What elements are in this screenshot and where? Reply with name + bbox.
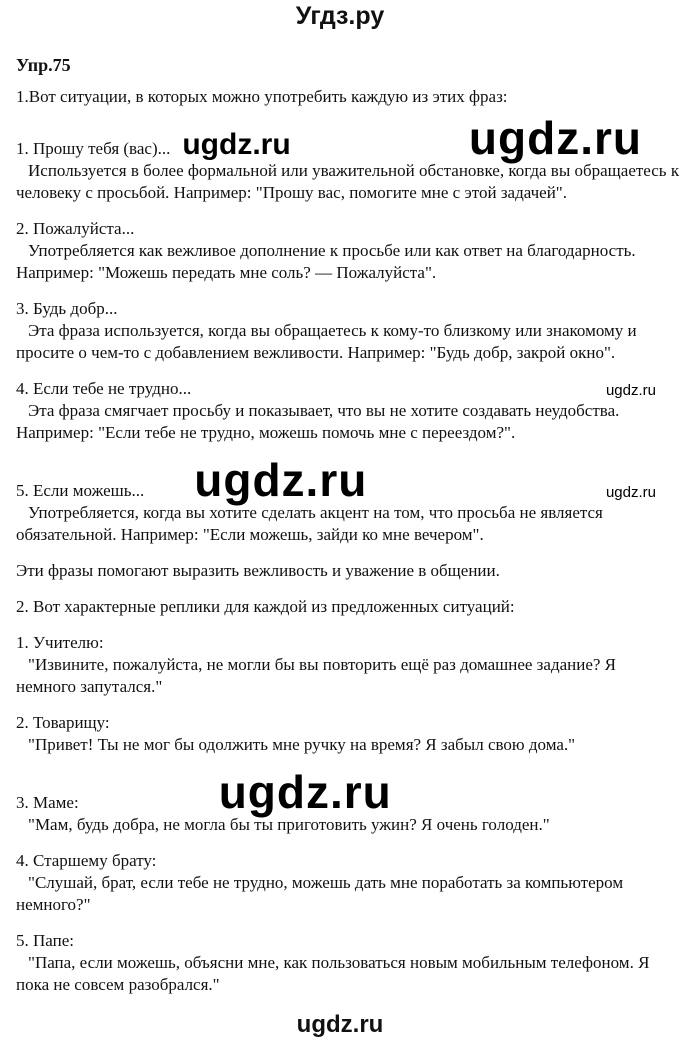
watermark: ugdz.ru: [182, 128, 291, 161]
phrase-text: Употребляется как вежливое дополнение к просьбе или как ответ на благодарность.: [28, 241, 636, 260]
phrase-item: [16, 454, 666, 546]
watermark: ugdz.ru: [468, 112, 642, 164]
situation-text: пока не совсем разобрался.": [16, 975, 220, 994]
phrase-item: [16, 218, 666, 284]
situation-item: [16, 766, 666, 836]
watermark: ugdz.ru: [194, 454, 368, 506]
situation-item: [16, 712, 666, 756]
phrase-heading-row: [16, 112, 666, 164]
phrase-text: обязательной. Например: "Если можешь, зайди ко мне вечером".: [16, 525, 484, 544]
site-title: Угдз.ру: [295, 2, 385, 30]
watermark: ugdz.ru: [605, 382, 656, 399]
phrase-heading: 1. Прошу тебя (вас)...: [16, 139, 171, 158]
situation-text: "Извините, пожалуйста, не могли бы вы повторить ещё раз домашнее задание? Я: [28, 655, 617, 674]
part1-conclusion: Эти фразы помогают выразить вежливость и уважение в общении.: [16, 561, 500, 580]
phrase-heading: 5. Если можешь...: [16, 481, 145, 500]
phrase-item: [16, 298, 666, 364]
phrase-text: Употребляется, когда вы хотите сделать акцент на том, что просьба не является: [28, 503, 603, 522]
phrase-text: человеку с просьбой. Например: "Прошу вас, помогите мне с этой задачей".: [16, 183, 567, 202]
situation-text: "Слушай, брат, если тебе не трудно, можешь дать мне поработать за компьютером: [28, 873, 624, 892]
phrase-text: Эта фраза используется, когда вы обращаетесь к кому-то близкому или знакомому и: [28, 321, 637, 340]
phrase-text: просите о чем-то с добавлением вежливости. Например: "Будь добр, закрой окно".: [16, 343, 616, 362]
situation-item: [16, 850, 666, 916]
situation-heading: 3. Маме:: [16, 793, 79, 812]
situation-text: "Мам, будь добра, не могла бы ты приготовить ужин? Я очень голоден.": [28, 815, 550, 834]
situation-text: "Папа, если можешь, объясни мне, как пользоваться новым мобильным телефоном. Я: [28, 953, 650, 972]
situation-text: немного?": [16, 895, 91, 914]
phrase-heading: 4. Если тебе не трудно...: [16, 379, 192, 398]
watermark: ugdz.ru: [218, 766, 392, 818]
situation-heading: 5. Папе:: [16, 931, 74, 950]
phrase-text: Например: "Если тебе не трудно, можешь помочь мне с переездом?".: [16, 423, 516, 442]
part1-intro: 1.Вот ситуации, в которых можно употребить каждую из этих фраз:: [16, 87, 508, 106]
phrase-text: Эта фраза смягчает просьбу и показывает, что вы не хотите создавать неудобства.: [28, 401, 620, 420]
phrase-heading-row: [16, 454, 666, 506]
footer-watermark: ugdz.ru: [296, 1011, 384, 1038]
phrase-text: Используется в более формальной или уважительной обстановке, когда вы обращаетесь к: [28, 161, 680, 180]
situation-heading: 1. Учителю:: [16, 633, 104, 652]
phrase-text: Например: "Можешь передать мне соль? — Пожалуйста".: [16, 263, 437, 282]
phrase-heading: 3. Будь добр...: [16, 299, 118, 318]
situation-heading: 2. Товарищу:: [16, 713, 110, 732]
situation-heading: 4. Старшему брату:: [16, 851, 157, 870]
situation-item: [16, 930, 666, 996]
document-body: [16, 54, 680, 996]
situation-item: [16, 632, 666, 698]
phrase-heading: 2. Пожалуйста...: [16, 219, 135, 238]
phrase-item: [16, 378, 666, 444]
situation-text: "Привет! Ты не мог бы одолжить мне ручку на время? Я забыл свою дома.": [28, 735, 576, 754]
exercise-title: Упр.75: [16, 55, 71, 75]
phrase-item: [16, 112, 680, 204]
situation-heading-row: [16, 766, 666, 818]
situation-text: немного запутался.": [16, 677, 163, 696]
phrase-heading-row: [16, 378, 666, 400]
watermark: ugdz.ru: [605, 484, 656, 501]
part2-intro: 2. Вот характерные реплики для каждой из предложенных ситуаций:: [16, 597, 515, 616]
